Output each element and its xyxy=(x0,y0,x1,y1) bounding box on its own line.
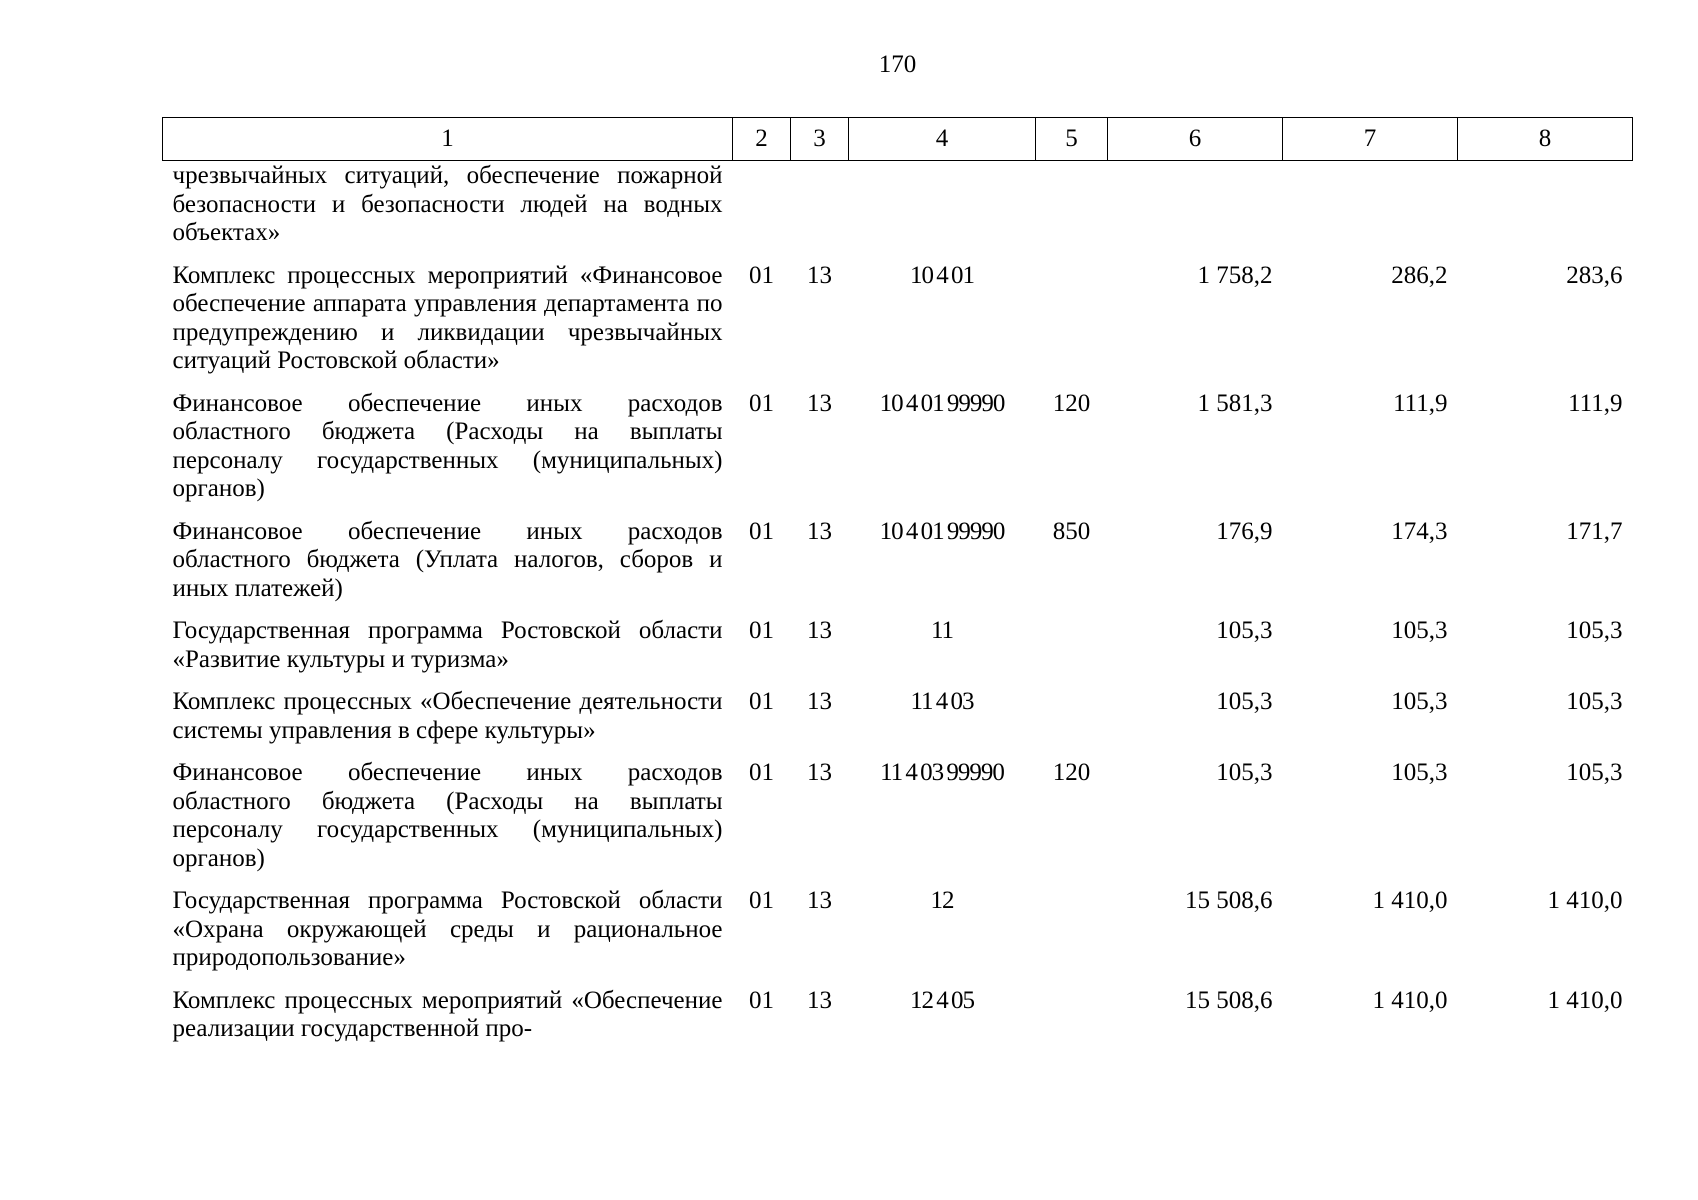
row-section: 01 xyxy=(749,688,774,715)
row-subsection: 13 xyxy=(807,261,832,289)
row-amount-col7 xyxy=(1283,161,1458,255)
row-amount-col7: 111,9 xyxy=(1393,389,1448,417)
header-col-3: 3 xyxy=(791,118,849,161)
header-col-7: 7 xyxy=(1283,118,1458,161)
row-subsection: 13 xyxy=(807,759,832,786)
row-subsection: 13 xyxy=(807,617,832,644)
budget-table xyxy=(162,117,1633,1051)
row-subsection: 13 xyxy=(807,389,832,417)
table-row xyxy=(163,681,1633,752)
row-name: Комплекс процессных мероприятий «Финансовое обеспечение аппарата управления департамента по предупреждению и ликвидации чрезвычайных ситуаций Ростовской области» xyxy=(172,261,723,374)
row-amount-col8: 111,9 xyxy=(1568,389,1623,417)
row-amount-col7: 286,2 xyxy=(1391,261,1448,289)
row-amount-col8: 1 410,0 xyxy=(1547,887,1623,914)
row-target-code: 12 xyxy=(930,887,954,914)
row-expense-type xyxy=(1036,255,1108,383)
row-expense-type xyxy=(1036,161,1108,255)
row-section: 01 xyxy=(749,617,774,644)
header-col-5: 5 xyxy=(1036,118,1108,161)
row-target-code xyxy=(849,161,1036,255)
row-section: 01 xyxy=(749,389,774,417)
row-amount-col8: 105,3 xyxy=(1566,617,1623,644)
row-amount-col6: 15 508,6 xyxy=(1185,887,1273,914)
row-target-code: 12 4 05 xyxy=(910,986,974,1014)
row-target-code: 10 4 01 xyxy=(910,261,974,289)
header-col-4: 4 xyxy=(849,118,1036,161)
header-col-6: 6 xyxy=(1108,118,1283,161)
row-amount-col7: 105,3 xyxy=(1391,688,1448,715)
row-amount-col8: 105,3 xyxy=(1566,688,1623,715)
row-amount-col8: 1 410,0 xyxy=(1547,986,1623,1014)
row-section: 01 xyxy=(749,261,774,289)
table-row xyxy=(163,980,1633,1051)
row-amount-col8: 105,3 xyxy=(1566,759,1623,786)
row-amount-col6: 105,3 xyxy=(1216,617,1273,644)
row-amount-col7: 174,3 xyxy=(1391,517,1448,545)
row-subsection: 13 xyxy=(807,986,832,1014)
row-name: Финансовое обеспечение иных расходов областного бюджета (Расходы на выплаты персоналу государственных (муниципальных) органов) xyxy=(172,389,723,502)
row-section: 01 xyxy=(749,759,774,786)
row-subsection xyxy=(791,161,849,255)
header-col-8: 8 xyxy=(1458,118,1633,161)
row-target-code: 11 xyxy=(930,617,954,644)
header-col-1: 1 xyxy=(163,118,733,161)
row-name: чрезвычайных ситуаций, обеспечение пожарной безопасности и безопасности людей на водных объектах» xyxy=(172,162,723,246)
table-row xyxy=(163,161,1633,255)
row-amount-col6: 105,3 xyxy=(1216,759,1273,786)
row-name: Финансовое обеспечение иных расходов областного бюджета (Уплата налогов, сборов и иных платежей) xyxy=(172,517,723,602)
row-amount-col8 xyxy=(1458,161,1633,255)
row-expense-type xyxy=(1036,880,1108,980)
row-name: Комплекс процессных «Обеспечение деятельности системы управления в сфере культуры» xyxy=(172,688,723,744)
table-row xyxy=(163,511,1633,611)
row-amount-col7: 1 410,0 xyxy=(1372,887,1448,914)
table-row xyxy=(163,255,1633,383)
page-number: 170 xyxy=(878,51,917,78)
row-subsection: 13 xyxy=(807,517,832,545)
header-row xyxy=(163,118,1633,161)
row-amount-col7: 105,3 xyxy=(1391,617,1448,644)
row-expense-type: 120 xyxy=(1052,389,1091,417)
row-expense-type: 850 xyxy=(1052,517,1091,545)
table-row xyxy=(163,610,1633,681)
row-section xyxy=(733,161,791,255)
row-amount-col6: 15 508,6 xyxy=(1185,986,1273,1014)
row-name: Государственная программа Ростовской области «Охрана окружающей среды и рациональное природопользование» xyxy=(172,887,723,971)
row-expense-type xyxy=(1036,681,1108,752)
row-amount-col6: 176,9 xyxy=(1216,517,1273,545)
row-expense-type xyxy=(1036,610,1108,681)
row-expense-type xyxy=(1036,980,1108,1051)
row-amount-col8: 171,7 xyxy=(1566,517,1623,545)
row-subsection: 13 xyxy=(807,887,832,914)
row-name: Финансовое обеспечение иных расходов областного бюджета (Расходы на выплаты персоналу государственных (муниципальных) органов) xyxy=(172,759,723,872)
row-name: Комплекс процессных мероприятий «Обеспечение реализации государственной про- xyxy=(172,986,723,1042)
row-target-code: 10 4 01 99990 xyxy=(879,389,1005,417)
row-expense-type: 120 xyxy=(1052,759,1091,786)
row-subsection: 13 xyxy=(807,688,832,715)
header-col-2: 2 xyxy=(733,118,791,161)
row-amount-col6 xyxy=(1108,161,1283,255)
row-name: Государственная программа Ростовской области «Развитие культуры и туризма» xyxy=(172,617,723,673)
row-amount-col8: 283,6 xyxy=(1566,261,1623,289)
table-body xyxy=(163,161,1633,1051)
row-section: 01 xyxy=(749,517,774,545)
row-section: 01 xyxy=(749,986,774,1014)
row-section: 01 xyxy=(749,887,774,914)
row-target-code: 11 4 03 xyxy=(910,688,974,715)
row-target-code: 11 4 03 99990 xyxy=(880,759,1004,786)
table-row xyxy=(163,383,1633,511)
table-header xyxy=(163,118,1633,161)
table-row xyxy=(163,752,1633,880)
row-target-code: 10 4 01 99990 xyxy=(879,517,1005,545)
row-amount-col6: 1 581,3 xyxy=(1197,389,1273,417)
row-amount-col6: 105,3 xyxy=(1216,688,1273,715)
row-amount-col7: 105,3 xyxy=(1391,759,1448,786)
row-amount-col6: 1 758,2 xyxy=(1197,261,1273,289)
row-amount-col7: 1 410,0 xyxy=(1372,986,1448,1014)
table-row xyxy=(163,880,1633,980)
